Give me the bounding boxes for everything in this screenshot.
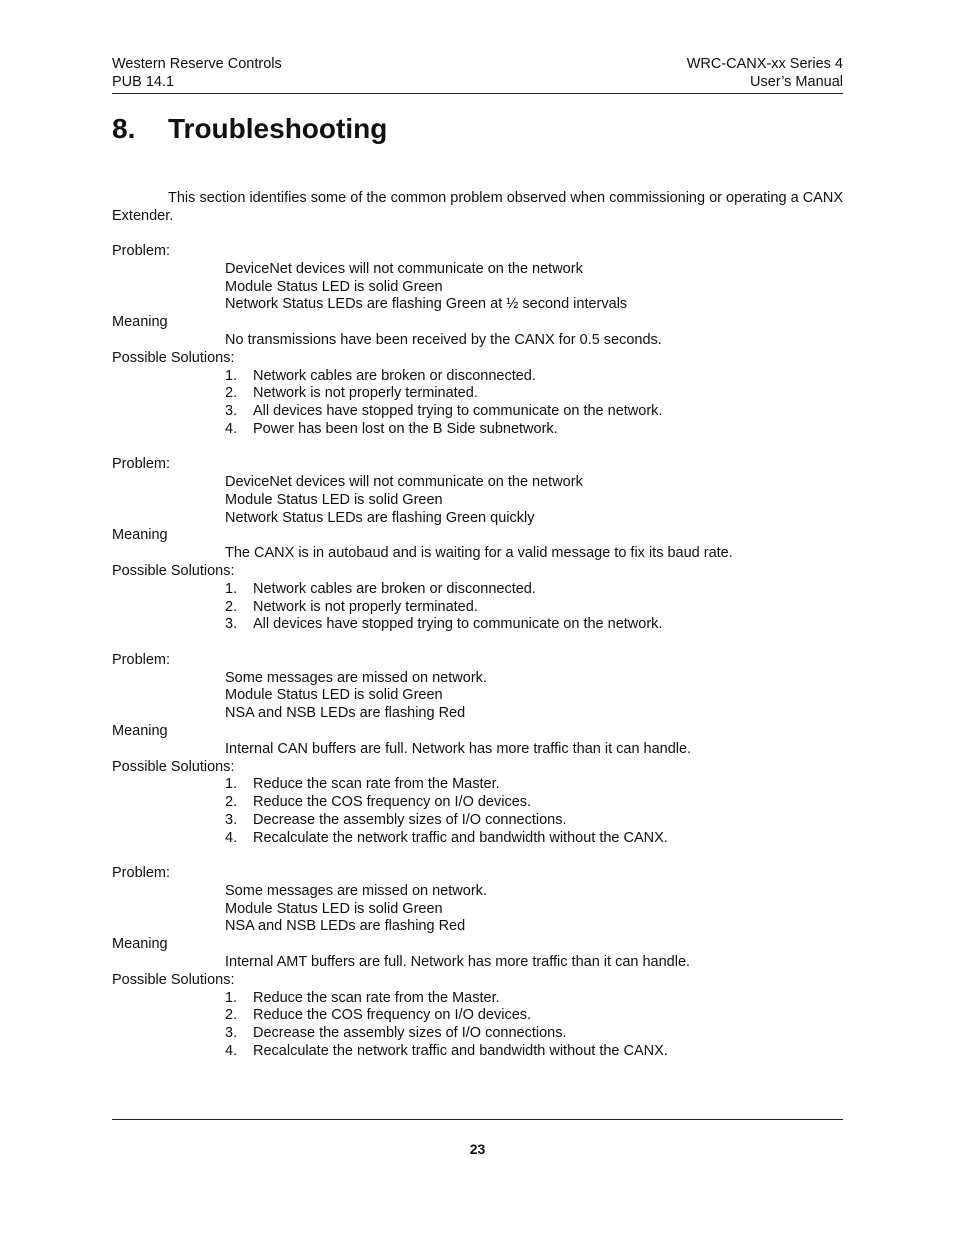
solution-text: Decrease the assembly sizes of I/O connections. (253, 1025, 567, 1042)
symptom-line: Network Status LEDs are flashing Green quickly (225, 509, 535, 526)
solution-number: 2. (225, 385, 238, 402)
solution-item (112, 830, 843, 848)
intro-paragraph (112, 190, 843, 225)
solution-number: 1. (225, 989, 238, 1006)
solution-text: Power has been lost on the B Side subnetwork. (253, 420, 558, 437)
symptom-line: Module Status LED is solid Green (225, 491, 443, 508)
solution-item (112, 776, 843, 794)
solution-text: All devices have stopped trying to communicate on the network. (253, 403, 663, 420)
solution-number: 3. (225, 616, 238, 633)
intro-text: This section identifies some of the common problem observed when commissioning or operating a CANX Extender. (112, 190, 843, 224)
meaning-text: No transmissions have been received by the CANX for 0.5 seconds. (225, 331, 662, 348)
footer-divider (112, 1119, 843, 1120)
company-name: Western Reserve Controls (112, 56, 282, 72)
problem-label: Problem: (112, 651, 171, 668)
header-row-2 (112, 73, 843, 91)
solution-text: Reduce the COS frequency on I/O devices. (253, 794, 532, 811)
publication-number: PUB 14.1 (112, 74, 175, 90)
meaning-label: Meaning (112, 722, 168, 739)
solution-number: 3. (225, 1025, 238, 1042)
solution-item (112, 599, 843, 617)
meaning-label: Meaning (112, 314, 168, 331)
solution-text: Reduce the scan rate from the Master. (253, 989, 500, 1006)
chapter-heading (112, 111, 387, 147)
document-type: User’s Manual (750, 74, 843, 90)
meaning-text: Internal AMT buffers are full. Network has more traffic than it can handle. (225, 953, 691, 970)
solution-text: Recalculate the network traffic and bandwidth without the CANX. (253, 1042, 668, 1059)
solution-number: 4. (225, 829, 238, 846)
problem-section (112, 456, 843, 634)
meaning-text: Internal CAN buffers are full. Network has more traffic than it can handle. (225, 740, 692, 757)
solution-text: Network cables are broken or disconnected. (253, 367, 536, 384)
symptom-line: Network Status LEDs are flashing Green at ½ second intervals (225, 296, 628, 313)
solution-number: 4. (225, 1042, 238, 1059)
problem-section (112, 652, 843, 848)
solution-text: Network cables are broken or disconnected. (253, 580, 536, 597)
header-row-1 (112, 55, 843, 73)
solution-number: 2. (225, 598, 238, 615)
chapter-number: 8. (112, 113, 136, 144)
solution-text: Network is not properly terminated. (253, 598, 478, 615)
problem-list (112, 243, 843, 1078)
solution-item (112, 403, 843, 421)
solution-text: Recalculate the network traffic and bandwidth without the CANX. (253, 829, 668, 846)
symptom-line: Module Status LED is solid Green (225, 900, 443, 917)
solution-number: 2. (225, 1007, 238, 1024)
symptom-line: DeviceNet devices will not communicate on the network (225, 260, 583, 277)
header-divider (112, 93, 843, 94)
solution-number: 2. (225, 794, 238, 811)
solutions-label: Possible Solutions: (112, 758, 235, 775)
problem-label: Problem: (112, 865, 171, 881)
solution-text: Network is not properly terminated. (253, 385, 478, 402)
solution-text: Decrease the assembly sizes of I/O connections. (253, 811, 567, 828)
solution-number: 1. (225, 367, 238, 384)
solution-number: 1. (225, 580, 238, 597)
product-name: WRC-CANX-xx Series 4 (686, 56, 843, 72)
solution-item (112, 616, 843, 634)
solution-item (112, 421, 843, 439)
problem-label: Problem: (112, 456, 171, 473)
problem-label: Problem: (112, 243, 171, 259)
page-header (112, 55, 843, 91)
solution-item (112, 1043, 843, 1061)
symptom-line: NSA and NSB LEDs are flashing Red (225, 918, 466, 935)
solution-item (112, 794, 843, 812)
solutions-label: Possible Solutions: (112, 563, 235, 580)
problem-section (112, 865, 843, 1061)
solution-item (112, 368, 843, 386)
solution-text: Reduce the scan rate from the Master. (253, 776, 500, 793)
solution-text: All devices have stopped trying to communicate on the network. (253, 616, 663, 633)
symptom-line: Some messages are missed on network. (225, 669, 487, 686)
meaning-label: Meaning (112, 936, 168, 953)
solution-item (112, 385, 843, 403)
solution-text: Reduce the COS frequency on I/O devices. (253, 1007, 532, 1024)
solution-item (112, 1007, 843, 1025)
problem-section (112, 243, 843, 439)
solution-item (112, 581, 843, 599)
symptom-line: Module Status LED is solid Green (225, 687, 443, 704)
symptom-line: Module Status LED is solid Green (225, 278, 443, 295)
solution-item (112, 1025, 843, 1043)
solution-item (112, 990, 843, 1008)
symptom-line: Some messages are missed on network. (225, 882, 487, 899)
meaning-text: The CANX is in autobaud and is waiting for a valid message to fix its baud rate. (225, 545, 733, 562)
solution-number: 3. (225, 811, 238, 828)
solution-number: 3. (225, 403, 238, 420)
solution-number: 4. (225, 420, 238, 437)
symptom-line: NSA and NSB LEDs are flashing Red (225, 705, 466, 722)
solution-item (112, 812, 843, 830)
solution-number: 1. (225, 776, 238, 793)
chapter-title: Troubleshooting (168, 113, 388, 144)
page-number: 23 (469, 1141, 486, 1157)
solutions-label: Possible Solutions: (112, 349, 235, 366)
solutions-label: Possible Solutions: (112, 971, 235, 988)
symptom-line: DeviceNet devices will not communicate on the network (225, 474, 583, 491)
meaning-label: Meaning (112, 527, 168, 544)
